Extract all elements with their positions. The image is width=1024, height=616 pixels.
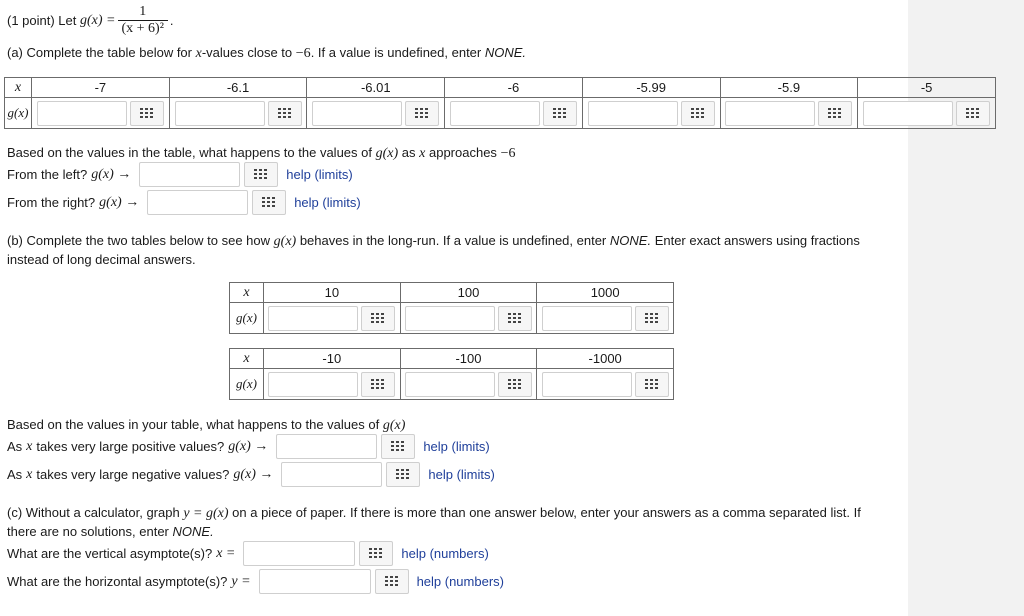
part-b-question [7,417,405,434]
from-left-label: From the left? [7,167,88,182]
from-right-row [7,190,361,215]
function-lhs: g(x) = [80,12,116,28]
header-trailing: . [169,13,174,28]
answer-cell [720,98,858,129]
from-right-input[interactable] [147,190,248,215]
part-a-var: x [195,46,202,61]
limit-expression: g(x) → [233,466,274,482]
answer-input[interactable] [175,101,265,126]
x-cell: -5.99 [582,78,720,98]
table-a-g-row [5,98,996,129]
g-header: g(x) [5,98,32,129]
none-keyword: NONE. [609,233,652,248]
positive-label-pre: As [7,439,23,454]
question-value: −6 [500,146,516,161]
x-cell: 10 [264,283,401,303]
function-fraction [118,4,168,37]
help-limits-link[interactable]: help (limits) [428,467,495,482]
answer-cell [537,369,674,400]
answer-input[interactable] [542,372,632,397]
part-c-line2-text: there are no solutions, enter [7,524,169,539]
positive-limit-input[interactable] [276,434,377,459]
none-keyword: NONE. [172,524,214,539]
x-cell: 100 [400,283,537,303]
answer-cell [858,98,996,129]
answer-cell [307,98,445,129]
equation-palette-icon[interactable] [386,462,420,487]
part-c-intro-text: (c) Without a calculator, graph [7,505,180,520]
negative-limit-input[interactable] [281,462,382,487]
answer-cell [537,303,674,334]
point-label: (1 point) Let [7,13,77,28]
x-header: x [230,283,264,303]
part-c-equation: y = g(x) [183,506,229,521]
help-numbers-link[interactable]: help (numbers) [416,574,504,589]
table-b-negative [229,348,674,400]
part-b-intro [7,233,860,250]
part-a-intro-text: (a) Complete the table below for [7,45,192,60]
x-header: x [230,349,264,369]
equation-palette-icon[interactable] [635,372,669,397]
x-cell: 1000 [537,283,674,303]
table-b-positive [229,282,674,334]
answer-input[interactable] [405,372,495,397]
question-mid: as [401,145,416,160]
answer-input[interactable] [405,306,495,331]
answer-input[interactable] [268,372,358,397]
answer-cell [400,369,537,400]
horizontal-asymptote-label: What are the horizontal asymptote(s)? [7,574,228,589]
table-b1-x-row [230,283,674,303]
part-b-intro-post: Enter exact answers using fractions [654,233,860,248]
equation-palette-icon[interactable] [252,190,286,215]
equation-palette-icon[interactable] [498,372,532,397]
part-b-intro-mid: behaves in the long-run. If a value is undefined, enter [299,233,607,248]
answer-input[interactable] [542,306,632,331]
x-cell: -5.9 [720,78,858,98]
positive-label-x: x [26,438,33,454]
equation-palette-icon[interactable] [405,101,439,126]
equation-palette-icon[interactable] [359,541,393,566]
equation-palette-icon[interactable] [268,101,302,126]
question-g: g(x) [375,146,399,161]
help-limits-link[interactable]: help (limits) [286,167,353,182]
fraction-denominator: (x + 6)² [121,21,164,36]
question-g: g(x) [382,418,406,433]
answer-cell [32,98,170,129]
equation-palette-icon[interactable] [681,101,715,126]
answer-input[interactable] [450,101,540,126]
fraction-numerator: 1 [118,4,168,21]
answer-input[interactable] [312,101,402,126]
vertical-asymptote-input[interactable] [243,541,355,566]
negative-label-x: x [26,466,33,482]
table-b1-g-row [230,303,674,334]
table-a-x-row [5,78,996,98]
answer-cell [169,98,307,129]
vertical-asymptote-label: What are the vertical asymptote(s)? [7,546,213,561]
question-post: approaches [428,145,497,160]
answer-input[interactable] [725,101,815,126]
equation-palette-icon[interactable] [381,434,415,459]
part-a-intro-mid: -values close to [201,45,293,60]
part-b-intro-text: (b) Complete the two tables below to see how [7,233,271,248]
problem-header [7,4,174,37]
x-cell: -7 [32,78,170,98]
from-left-row [7,162,353,187]
vertical-asymptote-row [7,541,489,566]
answer-cell [400,303,537,334]
part-b-intro-line2: instead of long decimal answers. [7,252,196,267]
limit-expression: g(x) → [228,438,269,454]
part-c-intro-line2 [7,524,214,539]
x-cell: -10 [264,349,401,369]
answer-input[interactable] [37,101,127,126]
help-numbers-link[interactable]: help (numbers) [401,546,489,561]
equation-palette-icon[interactable] [956,101,990,126]
negative-label-pre: As [7,467,23,482]
part-a-intro [7,45,526,62]
x-cell: -1000 [537,349,674,369]
part-b-g: g(x) [273,234,297,249]
answer-cell [582,98,720,129]
answer-input[interactable] [863,101,953,126]
help-limits-link[interactable]: help (limits) [423,439,490,454]
positive-label: takes very large positive values? [36,439,225,454]
g-header: g(x) [230,369,264,400]
x-cell: -6.1 [169,78,307,98]
equation-palette-icon[interactable] [130,101,164,126]
answer-input[interactable] [588,101,678,126]
equation-palette-icon[interactable] [244,162,278,187]
limit-expression: g(x) → [91,166,132,182]
answer-cell [264,369,401,400]
answer-input[interactable] [268,306,358,331]
horizontal-asymptote-row [7,569,504,594]
question-x: x [419,146,426,161]
none-keyword: NONE. [484,45,527,60]
equation-palette-icon[interactable] [361,306,395,331]
equation-palette-icon[interactable] [361,372,395,397]
part-c-intro [7,505,861,522]
limit-expression: g(x) → [99,194,140,210]
equation-palette-icon[interactable] [543,101,577,126]
table-a [4,77,996,129]
equation-palette-icon[interactable] [498,306,532,331]
negative-limit-row [7,462,495,487]
equation-palette-icon[interactable] [818,101,852,126]
equation-palette-icon[interactable] [635,306,669,331]
from-right-label: From the right? [7,195,96,210]
negative-label: takes very large negative values? [36,467,230,482]
question-text: Based on the values in the table, what happens to the values of [7,145,372,160]
x-cell: -5 [858,78,996,98]
horizontal-asymptote-input[interactable] [259,569,371,594]
part-c-intro-post: on a piece of paper. If there is more than one answer below, enter your answers as a comma separated list. If [232,505,861,520]
x-cell: -100 [400,349,537,369]
horizontal-asymptote-eq: y = [231,573,251,589]
part-a-question [7,145,515,162]
table-b2-x-row [230,349,674,369]
equation-palette-icon[interactable] [375,569,409,594]
answer-cell [445,98,583,129]
positive-limit-row [7,434,490,459]
part-a-value: −6 [295,46,311,61]
g-header: g(x) [230,303,264,334]
from-left-input[interactable] [139,162,240,187]
x-header: x [5,78,32,98]
part-a-intro-post: . If a value is undefined, enter [310,45,482,60]
question-text: Based on the values in your table, what happens to the values of [7,417,380,432]
answer-cell [264,303,401,334]
help-limits-link[interactable]: help (limits) [294,195,361,210]
table-b2-g-row [230,369,674,400]
x-cell: -6.01 [307,78,445,98]
vertical-asymptote-eq: x = [216,545,236,561]
x-cell: -6 [445,78,583,98]
